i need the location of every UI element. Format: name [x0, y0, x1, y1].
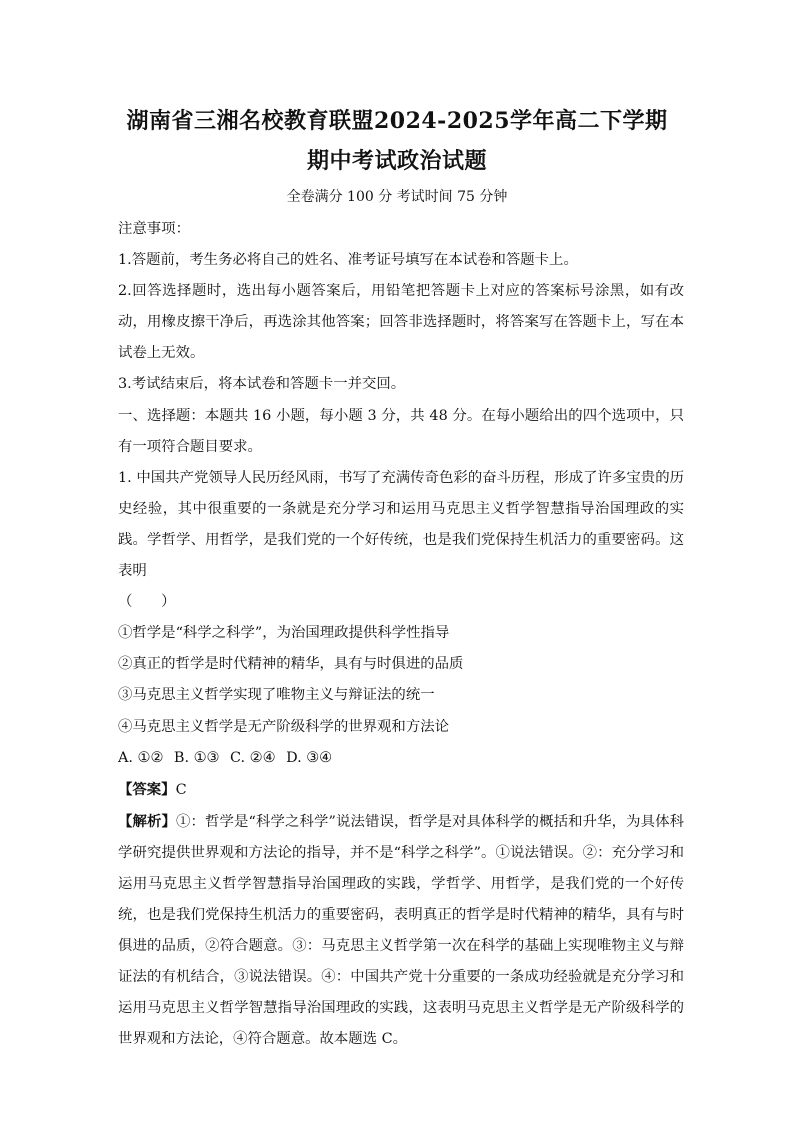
question-1-blank: （ ）: [118, 594, 176, 611]
option-c: C. ②④: [230, 749, 276, 766]
option-a: A. ①②: [118, 749, 164, 766]
question-1-stem-text: 1. 中国共产党领导人民历经风雨，书写了充满传奇色彩的奋斗历程，形成了许多宝贵的历史经验，其中很重要的一条就是充分学习和运用马克思主义哲学智慧指导治国理政的实践。学哲学、用哲学，是我们党的一个好传统，也是我们党保持生机活力的重要密码。这表明: [118, 469, 684, 580]
note-item-1: 1.答题前，考生务必将自己的姓名、准考证号填写在本试卷和答题卡上。: [118, 252, 578, 269]
note-item-2: 2.回答选择题时，选出每小题答案后，用铅笔把答题卡上对应的答案标号涂黑，如有改动，用橡皮擦干净后，再选涂其他答案；回答非选择题时，将答案写在答题卡上，写在本试卷上无效。: [118, 283, 684, 362]
analysis-paragraph: [118, 806, 684, 1056]
exam-subtitle: 全卷满分 100 分 考试时间 75 分钟: [286, 189, 508, 205]
option-b: B. ①③: [173, 749, 220, 766]
note-item-3: 3.考试结束后，将本试卷和答题卡一并交回。: [118, 376, 406, 393]
answer-line: [118, 774, 684, 806]
question-1-stem: [118, 463, 684, 618]
answer-value: C: [175, 781, 187, 798]
option-d: D. ③④: [286, 749, 333, 766]
statement-4: ④马克思主义哲学是无产阶级科学的世界观和方法论: [118, 718, 449, 735]
answer-options: [118, 743, 684, 774]
exam-title-line-2: 期中考试政治试题: [306, 148, 487, 174]
statement-2: ②真正的哲学是时代精神的精华，具有与时俱进的品质: [118, 656, 464, 673]
section-1-heading: 一、选择题：本题共 16 小题，每小题 3 分，共 48 分。在每小题给出的四个选项中，只有一项符合题目要求。: [118, 407, 684, 455]
statement-3: ③马克思主义哲学实现了唯物主义与辩证法的统一: [118, 687, 435, 704]
answer-label: 【答案】: [118, 780, 176, 798]
exam-title-line-1: 湖南省三湘名校教育联盟2024-2025学年高二下学期: [126, 108, 668, 134]
statement-1: ①哲学是“科学之科学”，为治国理政提供科学性指导: [118, 625, 450, 642]
exam-body: [118, 214, 684, 1056]
analysis-label: 【解析】: [118, 812, 177, 830]
analysis-text: ①：哲学是“科学之科学”说法错误，哲学是对具体科学的概括和升华，为具体科学研究提供世界观和方法论的指导，并不是“科学之科学”。①说法错误。②：充分学习和运用马克思主义哲学智慧指导治国理政的实践，学哲学、用哲学，是我们党的一个好传统，也是我们党保持生机活力的重要密码，表明真正的哲学是时代精神的精华，具有与时俱进的品质，②符合题意。③：马克思主义哲学第一次在科学的基础上实现唯物主义与辩证法的有机结合，③说法错误。④：中国共产党十分重要的一条成功经验就是充分学习和运用马克思主义哲学智慧指导治国理政的实践，这表明马克思主义哲学是无产阶级科学的世界观和方法论，④符合题意。故本题选 C。: [118, 813, 684, 1048]
notes-heading: 注意事项：: [118, 221, 190, 237]
